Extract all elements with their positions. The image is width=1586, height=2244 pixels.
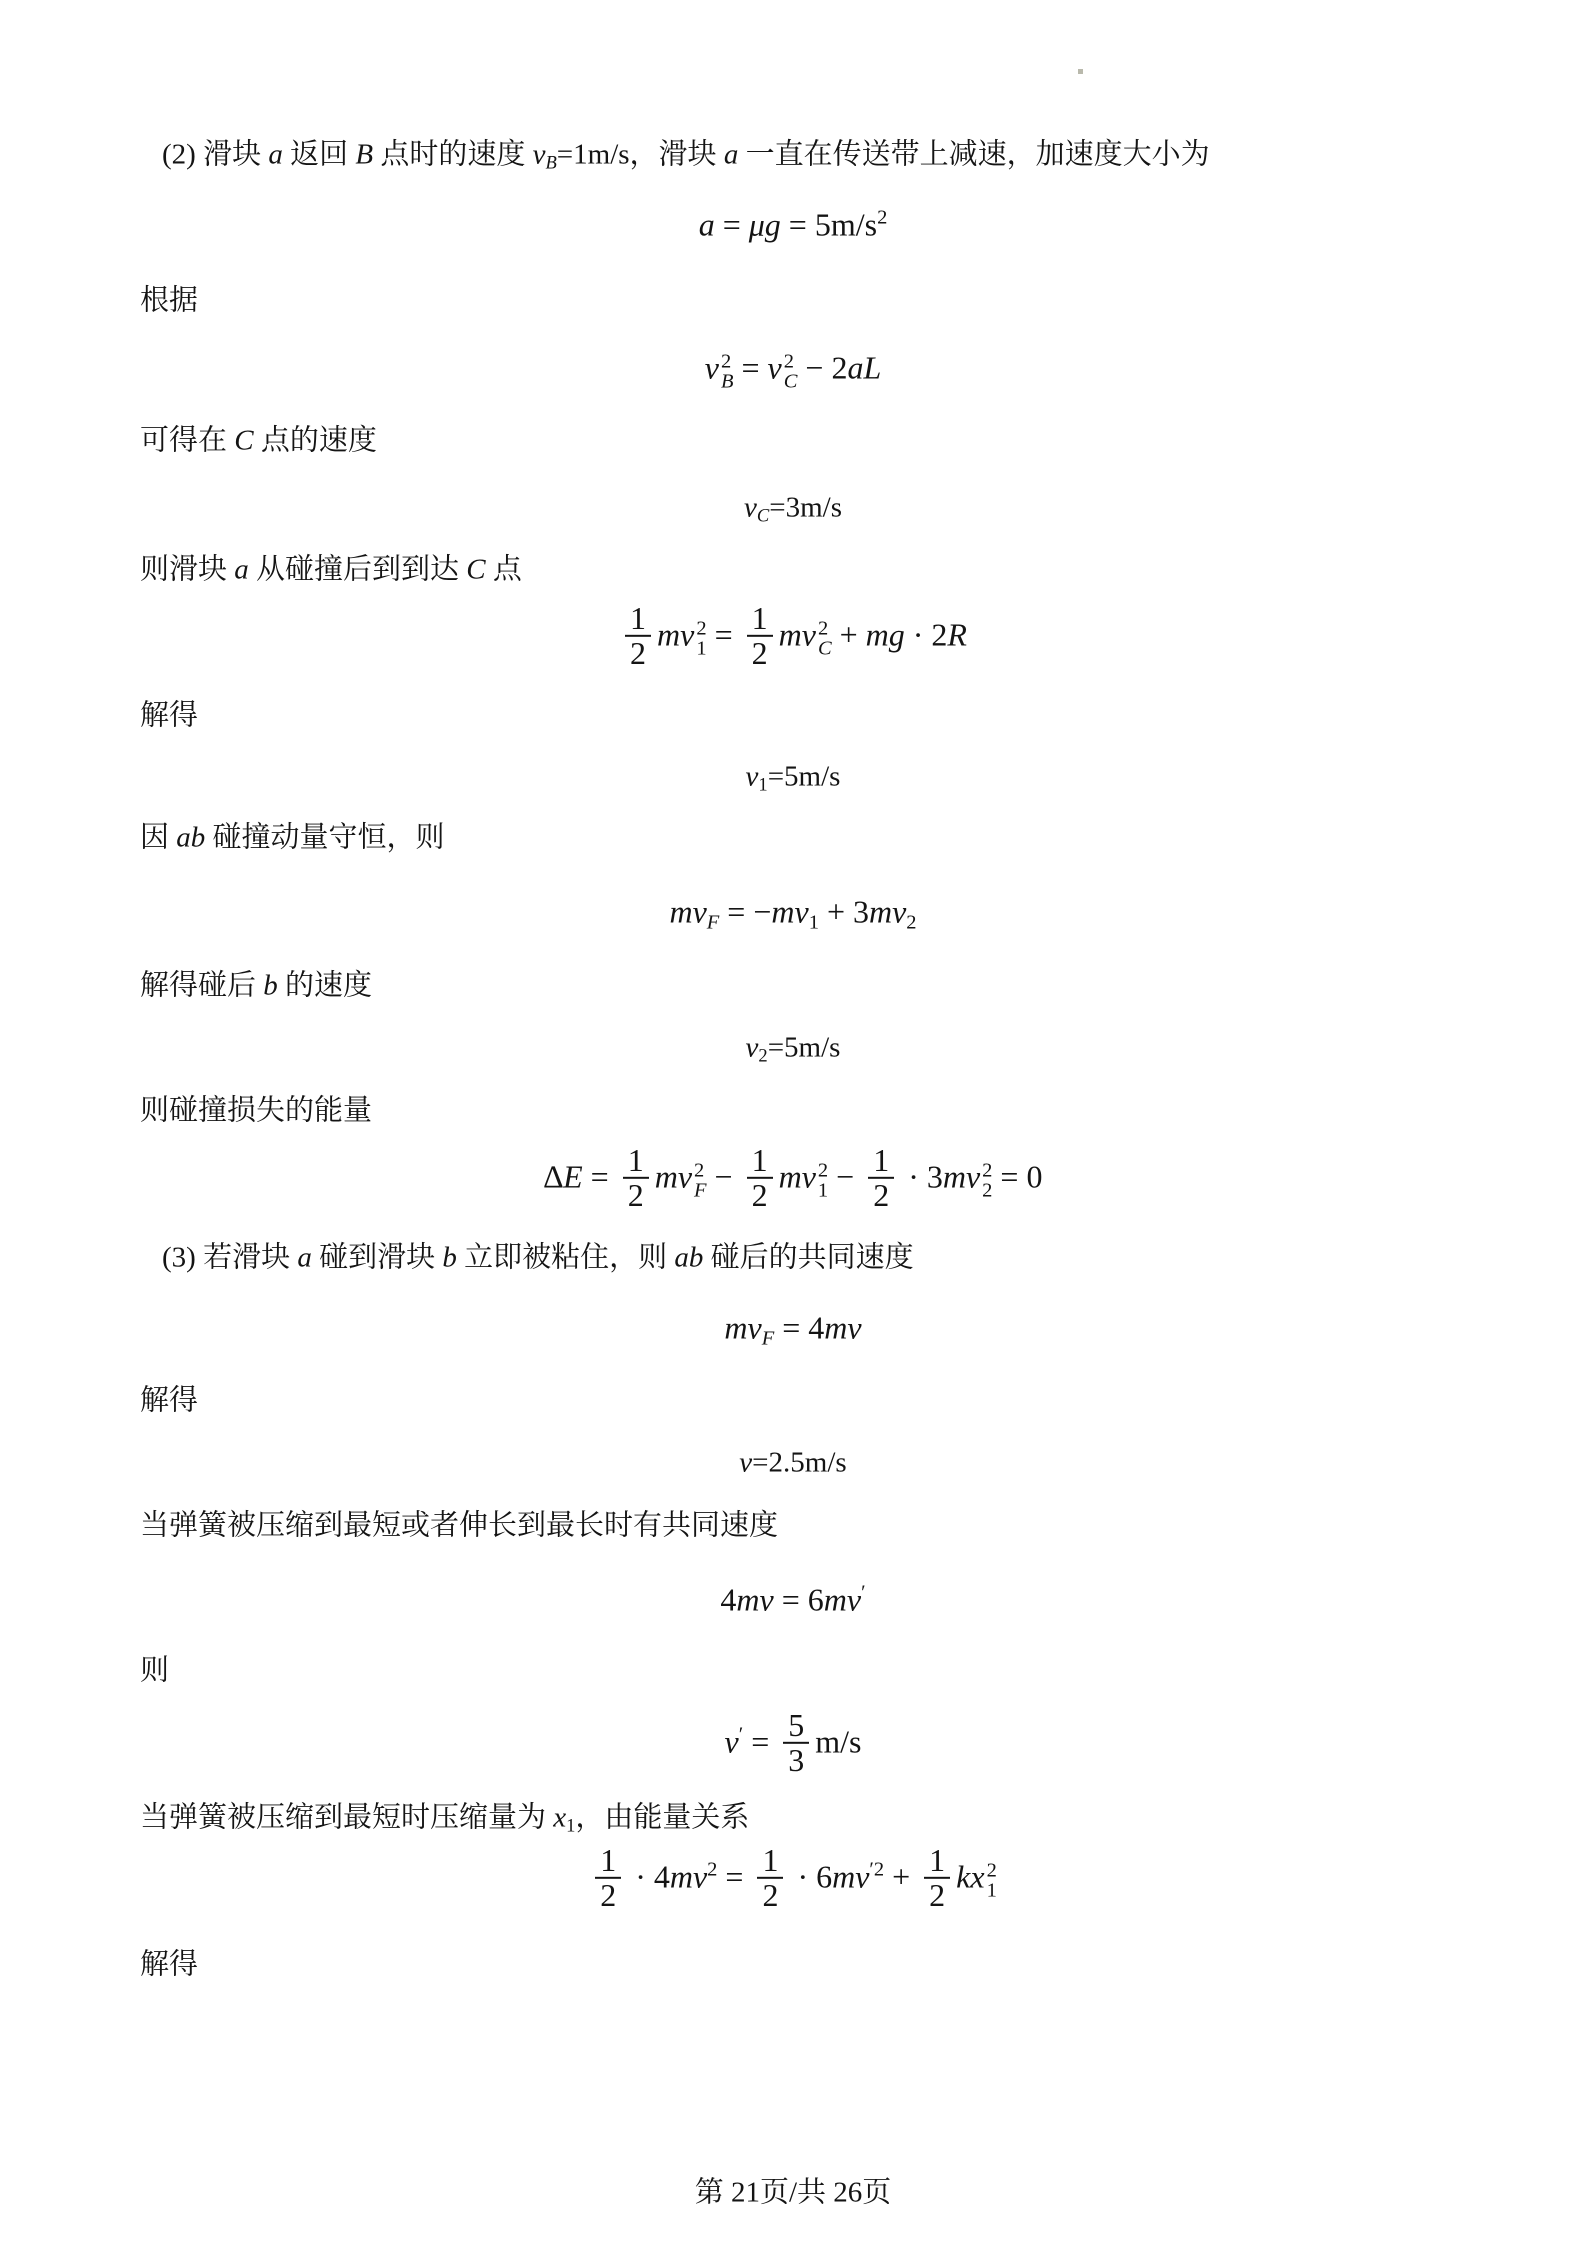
roman-text: 立即被粘住，则 [456,1241,675,1274]
paragraph [162,132,1210,173]
roman-text: 的速度 [277,969,373,1002]
italic-variable: mv [657,616,695,653]
equation [0,1309,1586,1350]
superscript: ′ [738,1723,744,1746]
roman-text: 当弹簧被压缩到最短或者伸长到最长时有共同速度 [140,1509,779,1542]
result-line [0,1032,1586,1065]
roman-text: + [831,616,866,653]
italic-variable: mv [736,1581,774,1618]
roman-text: 碰撞动量守恒，则 [205,821,445,854]
italic-variable: mv [771,893,809,930]
italic-variable: mv [823,1581,862,1618]
subscript: 1 [808,911,819,934]
stacked-scripts: 2 B [720,350,734,393]
subscript: C [756,505,770,527]
italic-variable: a [297,1241,312,1274]
roman-text: = 0 [992,1158,1043,1195]
roman-text: = 4 [774,1309,825,1346]
italic-variable: v [767,349,782,386]
stacked-scripts: 2 F [694,1159,707,1202]
italic-variable: v [743,491,757,524]
roman-text: 一直在传送带上减速，加速度大小为 [738,138,1210,171]
fraction: $\frac{1}{2}$ [747,602,773,669]
roman-text: · 3 [900,1158,943,1195]
subscript: F [706,911,720,934]
italic-variable: x [553,1801,567,1834]
roman-text: 解得 [140,1384,199,1417]
italic-variable: mv [868,893,907,930]
paragraph [140,1503,778,1544]
italic-variable: v [724,1723,739,1760]
subscript: 2 [906,911,917,934]
fraction: $\frac{5}{3}$ [783,1709,809,1776]
fraction: $\frac{1}{2}$ [625,602,651,669]
paragraph [140,1795,749,1836]
paragraph [140,1378,198,1419]
equation [0,1141,1586,1213]
italic-variable: C [234,424,254,457]
paragraph [162,1235,914,1276]
page-footer: 第 21页/共 26页 [694,2176,892,2209]
italic-variable: aL [847,349,882,386]
roman-text: + 3 [818,893,869,930]
italic-variable: mv [669,1858,708,1895]
stacked-scripts: 2 C [817,617,832,660]
italic-variable: v [704,349,719,386]
italic-variable: mv [654,1158,693,1195]
roman-text: 点 [485,553,522,586]
roman-text: 点的速度 [253,424,377,457]
italic-variable: E [563,1158,583,1195]
italic-variable: mv [778,616,816,653]
result-line [0,1447,1586,1480]
fraction: $\frac{1}{2}$ [747,1144,773,1211]
stacked-scripts: 2 1 [817,1159,829,1202]
italic-variable: mv [832,1858,870,1895]
roman-text: 则滑块 [140,553,235,586]
italic-variable: a [698,206,715,243]
fraction: $\frac{1}{2}$ [924,1844,950,1911]
stacked-scripts: 2 2 [982,1159,993,1202]
italic-variable: mv [824,1309,862,1346]
paragraph [140,815,445,856]
roman-text: 解得 [140,699,199,732]
fraction: $\frac{1}{2}$ [868,1144,894,1211]
roman-text: 碰到滑块 [311,1241,443,1274]
equation [0,599,1586,671]
roman-text: · 4 [627,1858,670,1895]
roman-text: = 5m/s [780,206,878,243]
roman-text: = [733,349,768,386]
italic-variable: v [745,760,759,793]
roman-text: = [706,616,741,653]
roman-text: = [582,1158,617,1195]
equation [0,1582,1586,1619]
roman-text: 可得在 [140,424,235,457]
italic-variable: ab [176,821,206,854]
italic-variable: a [723,138,739,171]
equation [0,1841,1586,1913]
roman-text: (3) 若滑块 [162,1241,298,1274]
roman-text: ，由能量关系 [575,1801,750,1834]
italic-variable: mv [778,1158,816,1195]
italic-variable: kx [956,1858,985,1895]
roman-text: − [706,1158,741,1195]
paragraph [140,278,198,319]
fraction: $\frac{1}{2}$ [595,1844,621,1911]
equation [0,893,1586,934]
roman-text: = − [719,893,772,930]
roman-text: m/s [815,1723,862,1760]
italic-variable: v [532,138,546,171]
roman-text: = [714,206,749,243]
italic-variable: mg [865,616,905,653]
roman-text: =3m/s [769,491,842,524]
roman-text: = [743,1723,778,1760]
roman-text: 则碰撞损失的能量 [140,1094,373,1127]
roman-text: − [828,1158,863,1195]
superscript: 2 [707,1858,718,1881]
roman-text: = [717,1858,752,1895]
roman-text: 当弹簧被压缩到最短时压缩量为 [140,1801,554,1834]
result-line [0,492,1586,525]
italic-variable: ab [674,1241,704,1274]
roman-text: 根据 [140,284,199,317]
roman-text: 返回 [282,138,356,171]
fraction: $\frac{1}{2}$ [757,1844,783,1911]
italic-variable: v [739,1446,753,1479]
subscript: B [545,152,557,174]
italic-variable: μg [748,206,781,243]
italic-variable: b [263,969,278,1002]
roman-text: = 6 [773,1581,824,1618]
italic-variable: a [234,553,249,586]
italic-variable: b [442,1241,457,1274]
paragraph [140,418,377,459]
roman-text: ∆ [543,1158,564,1195]
paragraph [140,963,372,1004]
roman-text: (2) 滑块 [162,138,269,171]
roman-text: · 6 [789,1858,833,1895]
roman-text: 则 [140,1654,170,1687]
roman-text: · 2 [904,616,948,653]
superscript: ′2 [869,1858,885,1881]
italic-variable: a [268,138,283,171]
paragraph [140,693,198,734]
subscript: 1 [566,1815,576,1837]
equation [0,1706,1586,1778]
stacked-scripts: 2 1 [696,617,707,660]
paragraph [140,1942,198,1983]
subscript: 2 [758,1045,768,1067]
roman-text: 从碰撞后到到达 [248,553,467,586]
roman-text: 因 [140,821,177,854]
italic-variable: B [355,138,374,171]
fraction: $\frac{1}{2}$ [623,1144,649,1211]
roman-text: =2.5m/s [752,1446,847,1479]
roman-text: 碰后的共同速度 [703,1241,914,1274]
stacked-scripts: 2 1 [986,1859,997,1902]
superscript: ′ [861,1581,866,1604]
roman-text: =1m/s，滑块 [556,138,724,171]
italic-variable: mv [669,893,707,930]
paragraph [140,1088,372,1129]
equation [0,207,1586,244]
roman-text: + [884,1858,919,1895]
roman-text: 解得碰后 [140,969,264,1002]
subscript: F [761,1327,775,1350]
roman-text: − 2 [797,349,848,386]
paragraph [140,1648,169,1689]
roman-text: 4 [720,1581,737,1618]
italic-variable: mv [724,1309,762,1346]
italic-variable: mv [942,1158,981,1195]
roman-text: =5m/s [767,1031,841,1064]
italic-variable: C [466,553,486,586]
stacked-scripts: 2 C [783,350,798,393]
scan-artifact-dot [1078,69,1083,74]
superscript: 2 [877,206,888,229]
paragraph [140,547,522,588]
italic-variable: v [745,1031,759,1064]
equation [0,349,1586,393]
result-line [0,761,1586,794]
roman-text: 解得 [140,1948,199,1981]
roman-text: =5m/s [767,760,841,793]
italic-variable: R [947,616,967,653]
roman-text: 点时的速度 [373,138,533,171]
subscript: 1 [758,774,768,796]
